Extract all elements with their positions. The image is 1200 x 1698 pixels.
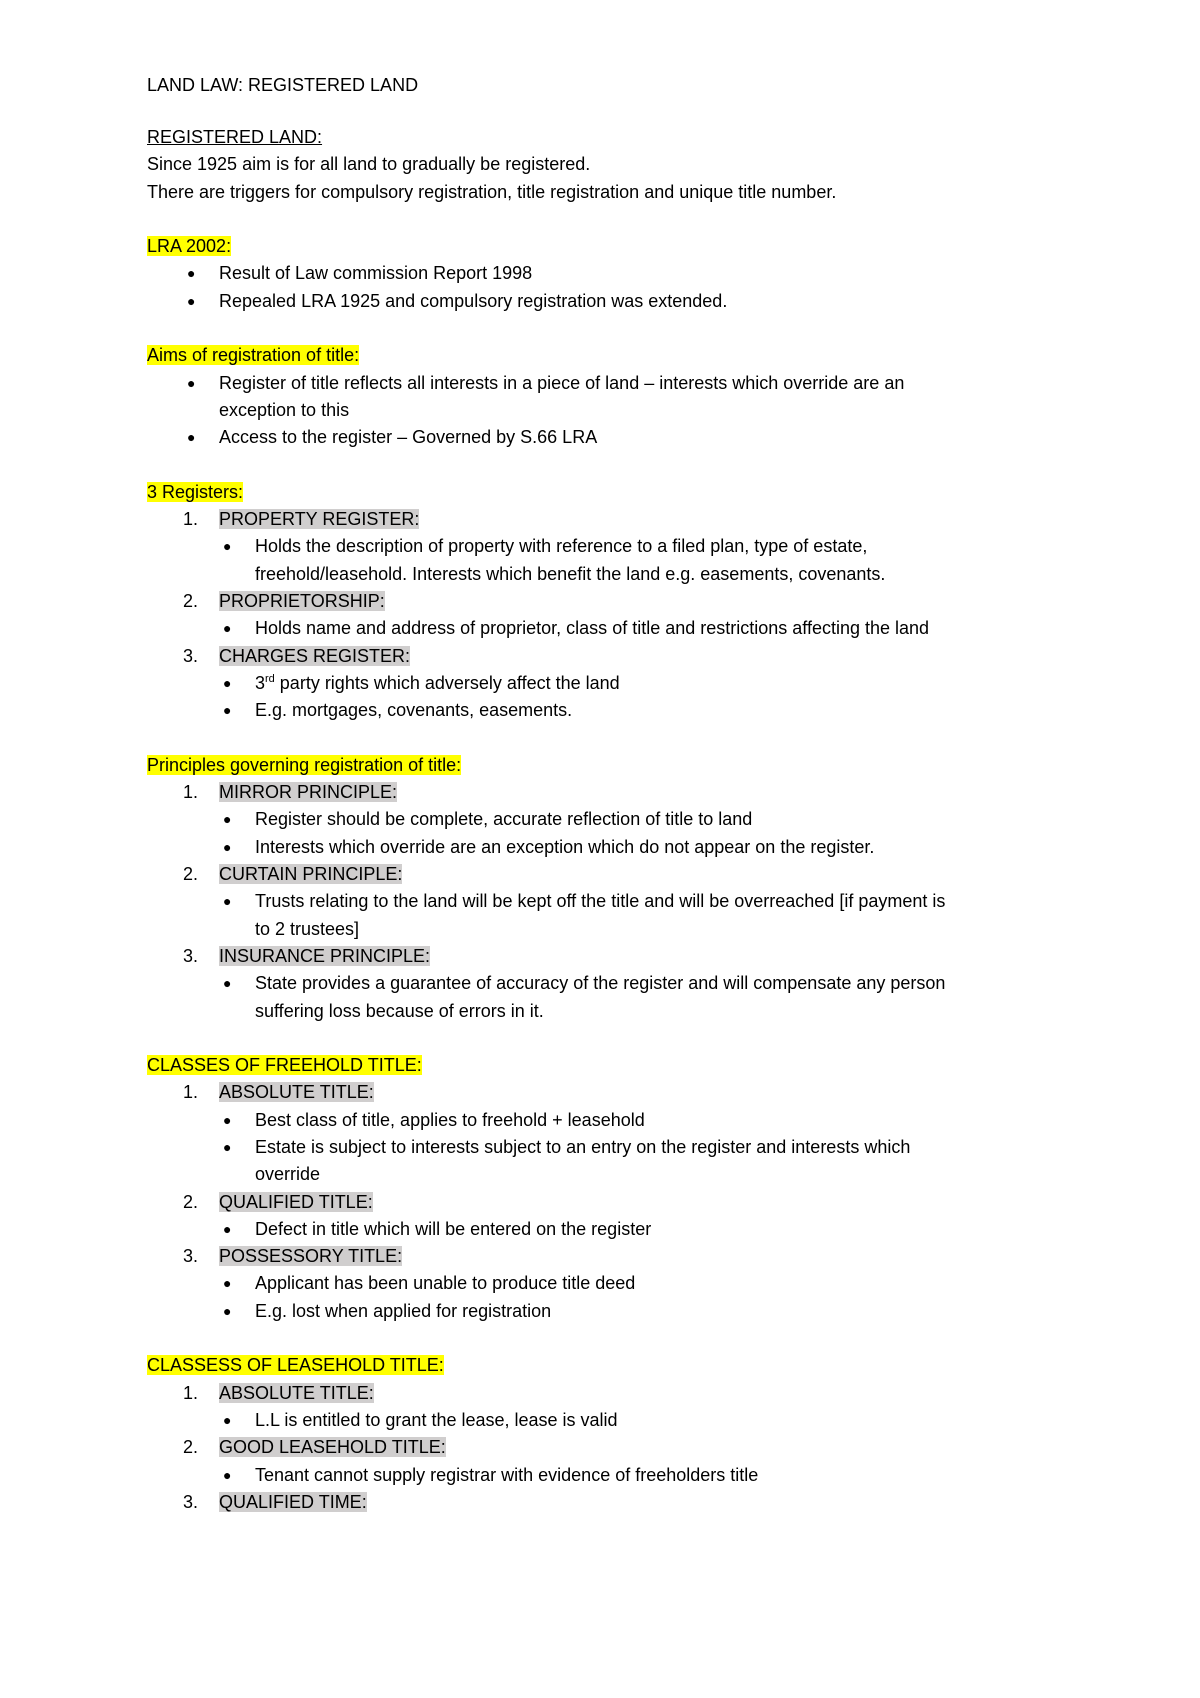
bullet-icon: ● [223, 1138, 232, 1155]
item-label: CHARGES REGISTER: [219, 645, 411, 666]
bullet-icon: ● [223, 1220, 232, 1237]
numbered-item [147, 1243, 1087, 1270]
item-number: 2. [183, 864, 199, 885]
numbered-item [147, 779, 1087, 806]
item-number: 3. [183, 645, 199, 666]
bullet-item: ● Register should be complete, accurate reflection of title to land [147, 806, 1087, 833]
item-number: 2. [183, 1437, 199, 1458]
bullet-icon: ● [187, 265, 196, 282]
numbered-item [147, 1380, 1087, 1407]
bullet-icon: ● [223, 1111, 232, 1128]
bullet-icon: ● [187, 374, 196, 391]
bullet-icon: ● [223, 1302, 232, 1319]
bullet-icon: ● [223, 1411, 232, 1428]
bullet-item: ● State provides a guarantee of accuracy of the register and will compensate any person [147, 970, 1087, 997]
section-heading-registers: 3 Registers: [147, 481, 244, 502]
bullet-item: ● Estate is subject to interests subject to an entry on the register and interests which [147, 1134, 1087, 1161]
bullet-item-continued: to 2 trustees] [255, 918, 360, 939]
document-page [147, 72, 1087, 1516]
bullet-icon: ● [223, 1275, 232, 1292]
bullet-item-continued: exception to this [219, 399, 350, 420]
item-number: 1. [183, 782, 199, 803]
item-label: GOOD LEASEHOLD TITLE: [219, 1437, 446, 1458]
item-label: CURTAIN PRINCIPLE: [219, 864, 403, 885]
numbered-item [147, 1079, 1087, 1106]
item-label: ABSOLUTE TITLE: [219, 1382, 374, 1403]
paragraph-line: There are triggers for compulsory registration, title registration and unique title number. [147, 181, 837, 202]
numbered-item [147, 643, 1087, 670]
document-title: LAND LAW: REGISTERED LAND [147, 75, 419, 95]
bullet-item-continued: override [255, 1164, 321, 1185]
numbered-item [147, 506, 1087, 533]
item-label: QUALIFIED TIME: [219, 1491, 367, 1512]
bullet-item: ● Result of Law commission Report 1998 [147, 260, 1087, 287]
item-label: POSSESSORY TITLE: [219, 1246, 403, 1267]
section-heading-freehold: CLASSES OF FREEHOLD TITLE: [147, 1055, 422, 1076]
numbered-item [147, 588, 1087, 615]
bullet-item: ● Holds name and address of proprietor, class of title and restrictions affecting the land [147, 615, 1087, 642]
section-heading-aims: Aims of registration of title: [147, 345, 360, 366]
section-heading-leasehold: CLASSESS OF LEASEHOLD TITLE: [147, 1355, 444, 1376]
item-label: PROPERTY REGISTER: [219, 509, 420, 530]
bullet-icon: ● [223, 538, 232, 555]
section-heading-registered-land: REGISTERED LAND: [147, 127, 323, 147]
bullet-item: ● Best class of title, applies to freehold + leasehold [147, 1107, 1087, 1134]
bullet-item: ● Interests which override are an exception which do not appear on the register. [147, 834, 1087, 861]
bullet-item: ● L.L is entitled to grant the lease, lease is valid [147, 1407, 1087, 1434]
bullet-item-continued: freehold/leasehold. Interests which benefit the land e.g. easements, covenants. [255, 563, 886, 584]
bullet-icon: ● [223, 838, 232, 855]
numbered-item [147, 1489, 1087, 1516]
paragraph-line: Since 1925 aim is for all land to gradually be registered. [147, 154, 591, 175]
section-heading-lra-2002: LRA 2002: [147, 236, 232, 257]
item-label: ABSOLUTE TITLE: [219, 1082, 374, 1103]
bullet-icon: ● [223, 620, 232, 637]
item-number: 3. [183, 1491, 199, 1512]
item-label: PROPRIETORSHIP: [219, 591, 385, 612]
item-number: 1. [183, 1082, 199, 1103]
numbered-item [147, 943, 1087, 970]
numbered-item [147, 1434, 1087, 1461]
bullet-icon: ● [223, 674, 232, 691]
bullet-item: ● E.g. mortgages, covenants, easements. [147, 697, 1087, 724]
bullet-icon: ● [223, 702, 232, 719]
item-number: 3. [183, 945, 199, 966]
item-label: QUALIFIED TITLE: [219, 1191, 373, 1212]
item-number: 3. [183, 1246, 199, 1267]
item-number: 1. [183, 509, 199, 530]
bullet-icon: ● [223, 1466, 232, 1483]
bullet-item: ● Defect in title which will be entered on the register [147, 1216, 1087, 1243]
bullet-item: ● Tenant cannot supply registrar with evidence of freeholders title [147, 1462, 1087, 1489]
section-heading-principles: Principles governing registration of title: [147, 754, 462, 775]
bullet-item: ● Holds the description of property with reference to a filed plan, type of estate, [147, 533, 1087, 560]
item-number: 2. [183, 591, 199, 612]
bullet-item: ● 3rd party rights which adversely affect the land [147, 670, 1087, 697]
item-number: 2. [183, 1191, 199, 1212]
bullet-icon: ● [223, 975, 232, 992]
bullet-item: ● Trusts relating to the land will be kept off the title and will be overreached [if payment is [147, 888, 1087, 915]
item-number: 1. [183, 1382, 199, 1403]
bullet-icon: ● [223, 893, 232, 910]
item-label: INSURANCE PRINCIPLE: [219, 945, 431, 966]
bullet-icon: ● [187, 429, 196, 446]
bullet-item: ● Access to the register – Governed by S.66 LRA [147, 424, 1087, 451]
bullet-item: ● Register of title reflects all interests in a piece of land – interests which override are an [147, 370, 1087, 397]
numbered-item [147, 1189, 1087, 1216]
item-label: MIRROR PRINCIPLE: [219, 782, 398, 803]
bullet-item: ● Applicant has been unable to produce title deed [147, 1270, 1087, 1297]
bullet-item: ● Repealed LRA 1925 and compulsory registration was extended. [147, 288, 1087, 315]
numbered-item [147, 861, 1087, 888]
bullet-item-continued: suffering loss because of errors in it. [255, 1000, 544, 1021]
bullet-icon: ● [187, 292, 196, 309]
bullet-icon: ● [223, 811, 232, 828]
bullet-item: ● E.g. lost when applied for registration [147, 1298, 1087, 1325]
